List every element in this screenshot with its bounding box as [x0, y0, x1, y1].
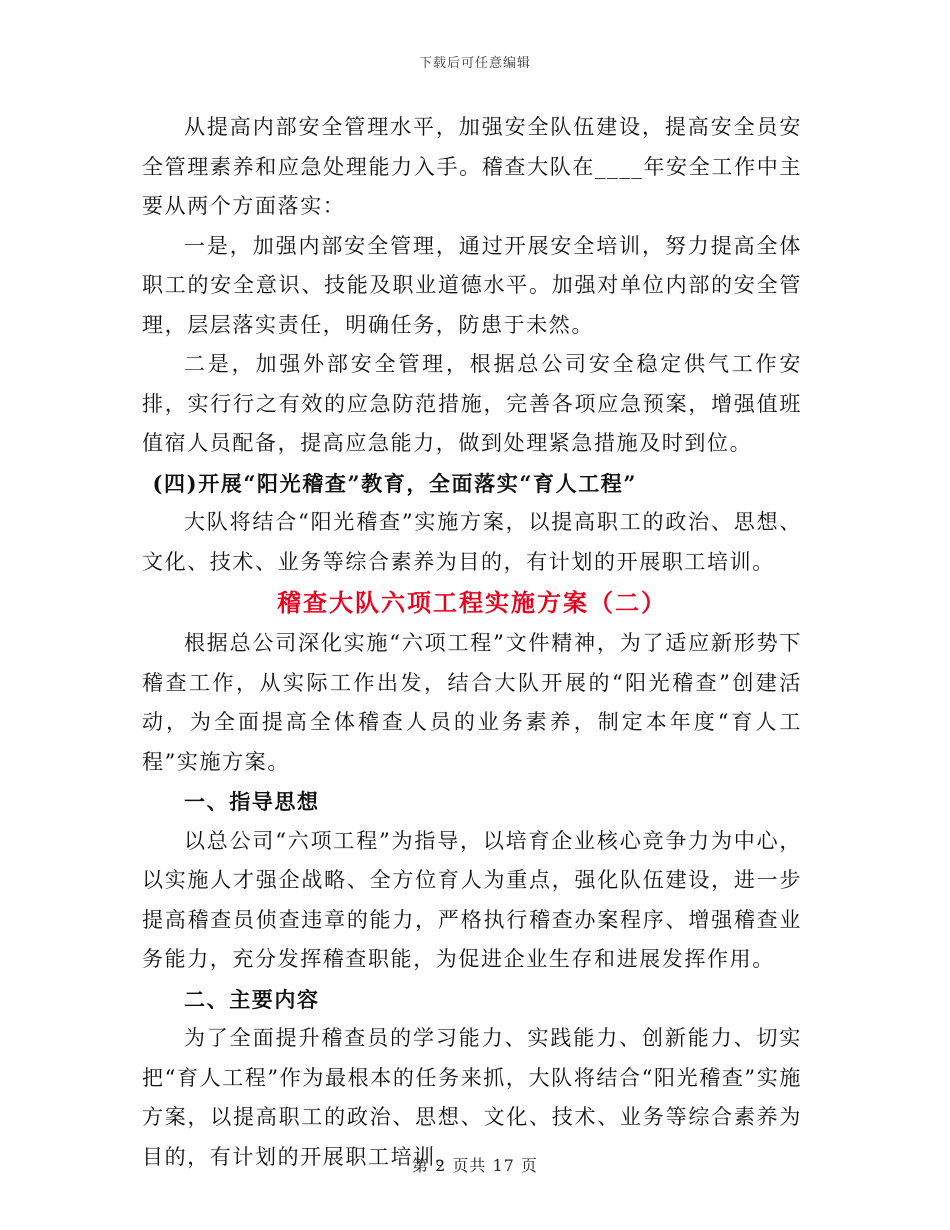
page-number-footer: 第 2 页共 17 页 [412, 1156, 538, 1175]
paragraph-1: 从提高内部安全管理水平，加强安全队伍建设，提高安全员安全管理素养和应急处理能力入手。稽查大队在____年安全工作中主要从两个方面落实： [142, 115, 802, 218]
document-body [142, 108, 802, 1177]
document-title: 稽查大队六项工程实施方案（二） [277, 588, 667, 617]
paragraph-2: 一是，加强内部安全管理，通过开展安全培训，努力提高全体职工的安全意识、技能及职业道德水平。加强对单位内部的安全管理，层层落实责任，明确任务，防患于未然。 [142, 233, 802, 337]
page-header-note: 下载后可任意编辑 [418, 56, 531, 71]
section-heading-4: (四)开展“阳光稽查”教育，全面落实“育人工程” [152, 470, 638, 496]
paragraph-4: 大队将结合“阳光稽查”实施方案，以提高职工的政治、思想、文化、技术、业务等综合素养为目的，有计划的开展职工培训。 [142, 510, 802, 574]
section-heading-1: 一、指导思想 [184, 789, 320, 814]
paragraph-5: 根据总公司深化实施“六项工程”文件精神，为了适应新形势下稽查工作，从实际工作出发，结合大队开展的“阳光稽查”创建活动，为全面提高全体稽查人员的业务素养，制定本年度“育人工程”实施方案。 [142, 631, 802, 774]
section-heading-2: 二、主要内容 [184, 986, 320, 1012]
paragraph-6: 以总公司“六项工程”为指导，以培育企业核心竞争力为中心，以实施人才强企战略、全方位育人为重点，强化队伍建设，进一步提高稽查员侦查违章的能力，严格执行稽查办案程序、增强稽查业务能力，充分发挥稽查职能，为促进企业生存和进展发挥作用。 [142, 828, 802, 971]
paragraph-7: 为了全面提升稽查员的学习能力、实践能力、创新能力、切实把“育人工程”作为最根本的任务来抓，大队将结合“阳光稽查”实施方案，以提高职工的政治、思想、文化、技术、业务等综合素养为目的，有计划的开展职工培训。 [142, 1026, 802, 1169]
paragraph-3: 二是，加强外部安全管理，根据总公司安全稳定供气工作安排，实行行之有效的应急防范措施，完善各项应急预案，增强值班值宿人员配备，提高应急能力，做到处理紧急措施及时到位。 [142, 352, 802, 455]
